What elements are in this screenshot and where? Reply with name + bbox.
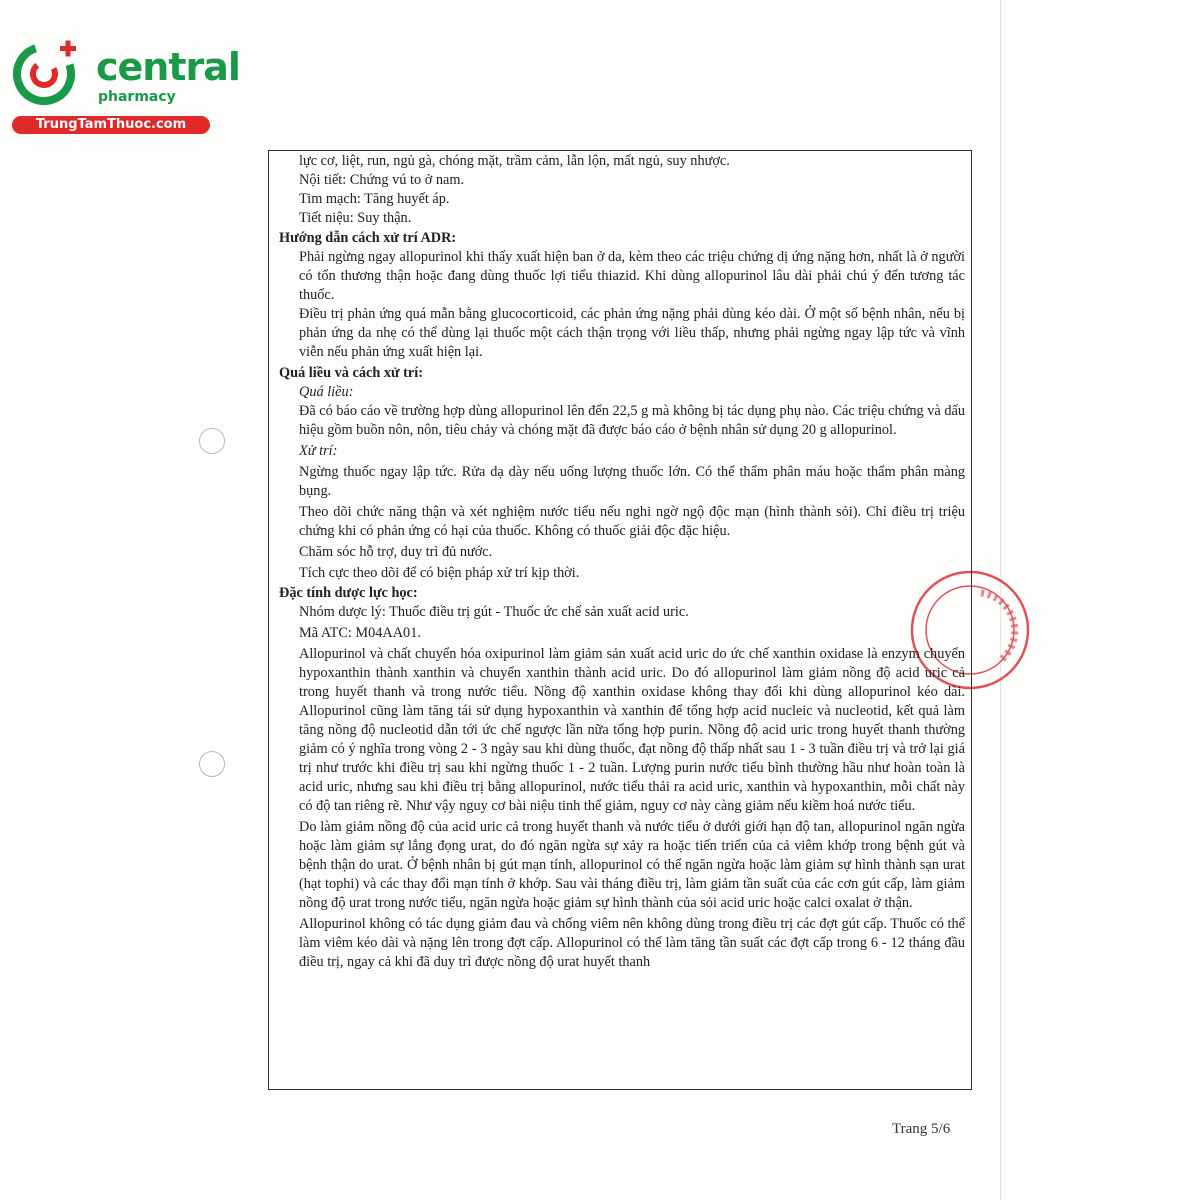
paragraph: Phải ngừng ngay allopurinol khi thấy xuất hiện ban ở da, kèm theo các triệu chứng dị ứng nặng hơn, nhất là ở người có tổn thương thận hoặc đang dùng thuốc lợi tiểu thiazid. Khi dùng allopurinol lâu dài phải chú ý đến tương tác thuốc. <box>299 249 965 303</box>
punch-hole-bottom <box>199 751 225 777</box>
paragraph: Chăm sóc hỗ trợ, duy trì đủ nước. <box>299 544 493 560</box>
text-line: lực cơ, liệt, run, ngủ gà, chóng mặt, trầm cảm, lẫn lộn, mất ngủ, suy nhược. <box>299 153 730 169</box>
text-line: Tim mạch: Tăng huyết áp. <box>299 191 450 207</box>
document-frame <box>268 150 972 1090</box>
page-number: Trang 5/6 <box>892 1121 951 1137</box>
section-heading-overdose: Quá liều và cách xử trí: <box>279 365 423 381</box>
brand-subtitle: pharmacy <box>98 89 176 105</box>
paragraph: Allopurinol và chất chuyển hóa oxipurinol làm giảm sản xuất acid uric do ức chế xanthin oxidase là enzym chuyển hypoxanthin thành xanthin và chuyển xanthin thành acid uric. Do đó allopurinol làm giảm nồng độ acid uric cả trong huyết thanh và trong nước tiểu. Nồng độ xanthin oxidase không thay đổi khi dùng allopurinol kéo dài. Allopurinol cũng làm tăng tái sử dụng hypoxanthin và xanthin để tổng hợp acid nucleic và nucleotid, kết quả làm tăng nồng độ nucleotid dẫn tới ức chế ngược lần nữa tổng hợp purin. Nồng độ acid uric trong huyết thanh thường giảm có ý nghĩa trong vòng 2 - 3 ngày sau khi dùng thuốc, đạt nồng độ thấp nhất sau 1 - 3 tuần điều trị và trở lại giá trị như trước khi điều trị sau khi ngừng thuốc 1 - 2 tuần. Lượng purin nước tiểu bình thường hầu như hoàn toàn là acid uric, nhưng sau khi điều trị bằng allopurinol, nước tiểu thải ra acid uric, xanthin và hypoxanthin, mỗi chất này có độ tan riêng rẽ. Như vậy nguy cơ bài niệu tinh thể giảm, nguy cơ này càng giảm nếu kiềm hoá nước tiểu. <box>299 646 965 814</box>
paragraph: Đã có báo cáo về trường hợp dùng allopurinol lên đến 22,5 g mà không bị tác dụng phụ nào. Các triệu chứng và dấu hiệu gồm buồn nôn, nôn, tiêu chảy và chóng mặt đã được báo cáo ở bệnh nhân sử dụng 20 g allopurinol. <box>299 403 965 438</box>
paragraph: Mã ATC: M04AA01. <box>299 625 421 641</box>
document-content <box>279 152 965 972</box>
section-heading-pharmacodynamics: Đặc tính dược lực học: <box>279 585 418 601</box>
central-pharmacy-logo-icon <box>10 38 82 110</box>
paragraph: Điều trị phản ứng quá mẫn bằng glucocorticoid, các phản ứng nặng phải dùng kéo dài. Ở một số bệnh nhân, nếu bị phản ứng da nhẹ có thể dùng lại thuốc một cách thận trọng với liều thấp, nhưng phải ngừng ngay lập tức và vĩnh viễn nếu phản ứng xuất hiện lại. <box>299 306 965 360</box>
section-heading-adr: Hướng dẫn cách xử trí ADR: <box>279 230 457 246</box>
brand-logo[interactable] <box>10 38 240 138</box>
subheading: Quá liều: <box>299 384 354 400</box>
subheading: Xử trí: <box>299 443 338 459</box>
punch-hole-top <box>199 428 225 454</box>
brand-name: central <box>96 45 240 89</box>
paragraph: Do làm giảm nồng độ của acid uric cả trong huyết thanh và nước tiểu ở dưới giới hạn độ tan, allopurinol ngăn ngừa hoặc làm giảm sự lắng đọng urat, do đó ngăn ngừa sự xảy ra hoặc tiến triển của cả viêm khớp trong bệnh gút và bệnh thận do urat. Ở bệnh nhân bị gút mạn tính, allopurinol có thể ngăn ngừa hoặc làm giảm sự hình thành sạn urat (hạt tophi) và các thay đổi mạn tính ở khớp. Sau vài tháng điều trị, làm giảm tần suất của các cơn gút cấp, làm giảm nồng độ urat trong nước tiểu, ngăn ngừa hoặc giảm sự hình thành của sỏi acid uric hoặc calci oxalat ở thận. <box>299 819 965 911</box>
paragraph: Tích cực theo dõi để có biện pháp xử trí kịp thời. <box>299 565 580 581</box>
paragraph: Nhóm dược lý: Thuốc điều trị gút - Thuốc ức chế sản xuất acid uric. <box>299 604 689 620</box>
paragraph: Ngừng thuốc ngay lập tức. Rửa dạ dày nếu uống lượng thuốc lớn. Có thể thẩm phân máu hoặc thẩm phân màng bụng. <box>299 464 965 499</box>
text-line: Nội tiết: Chứng vú to ở nam. <box>299 172 465 188</box>
text-line: Tiết niệu: Suy thận. <box>299 210 412 226</box>
paragraph: Allopurinol không có tác dụng giảm đau và chống viêm nên không dùng trong điều trị các đợt gút cấp. Thuốc có thể làm viêm kéo dài và nặng lên trong đợt cấp. Allopurinol có thể làm tăng tần suất các đợt cấp trong 6 - 12 tháng đầu điều trị, ngay cả khi đã duy trì được nồng độ urat huyết thanh <box>299 916 965 970</box>
paragraph: Theo dõi chức năng thận và xét nghiệm nước tiểu nếu nghi ngờ ngộ độc mạn (hình thành sỏi). Chỉ điều trị triệu chứng khi có phản ứng có hại của thuốc. Không có thuốc giải độc đặc hiệu. <box>299 504 965 539</box>
brand-url-badge[interactable]: TrungTamThuoc.com <box>12 116 210 134</box>
